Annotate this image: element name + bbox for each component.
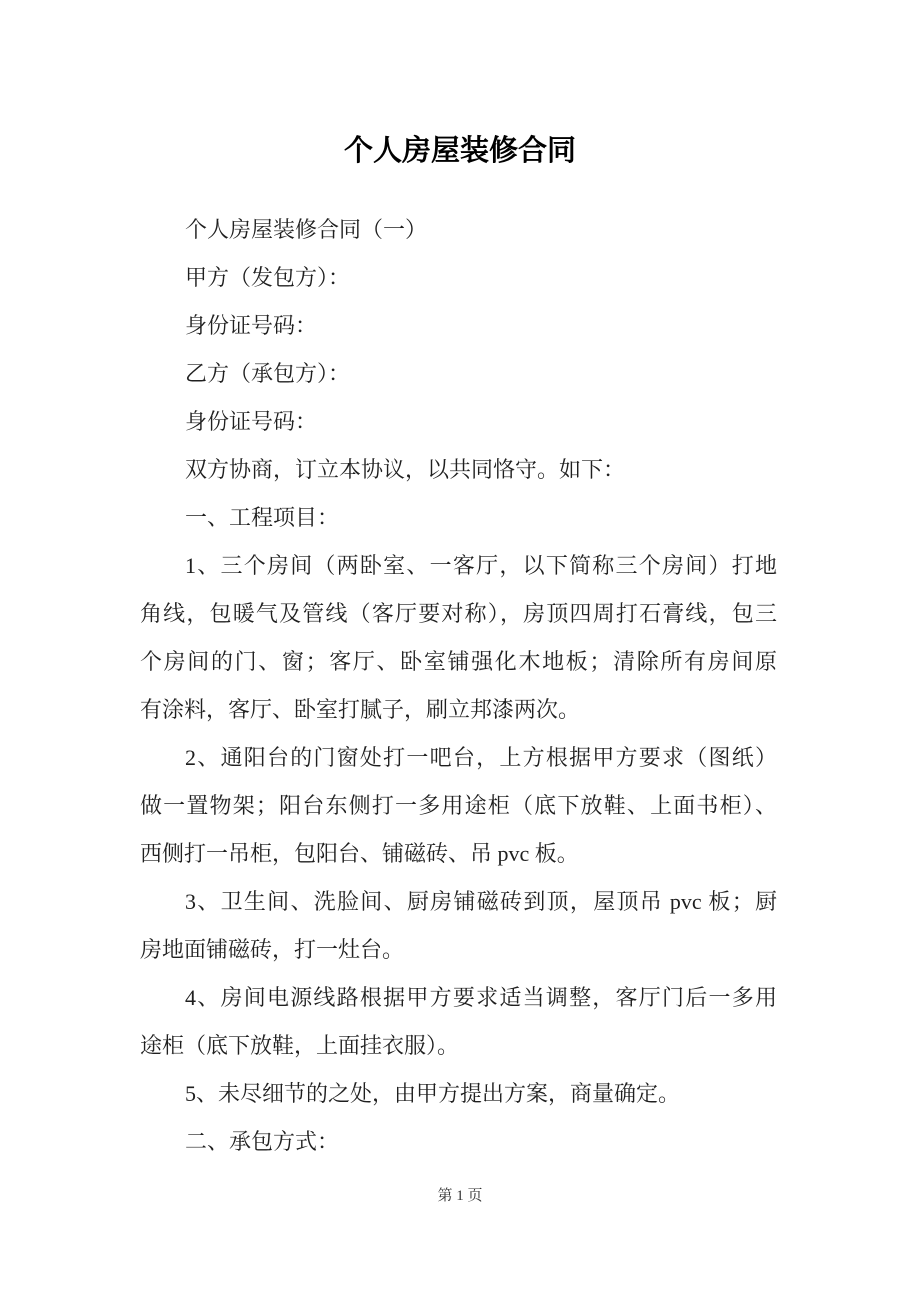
text-line: 5、未尽细节的之处，由甲方提出方案，商量确定。 [185,1081,681,1106]
text-line: 角线，包暖气及管线（客厅要对称），房顶四周打石膏线，包三 [140,601,777,626]
text-line: 甲方（发包方）： [185,265,351,290]
text-line: 个房间的门、窗；客厅、卧室铺强化木地板；清除所有房间原 [140,649,777,674]
text-line: 1、三个房间（两卧室、一客厅，以下简称三个房间）打地 [185,553,777,578]
text-line: 2、通阳台的门窗处打一吧台，上方根据甲方要求（图纸） [185,745,777,770]
text-line: 西侧打一吊柜，包阳台、铺磁砖、吊 pvc 板。 [140,841,579,866]
text-line: 双方协商，订立本协议，以共同恪守。如下： [185,457,626,482]
text-line: 个人房屋装修合同（一） [185,217,428,242]
text-line: 途柜（底下放鞋，上面挂衣服）。 [140,1033,460,1058]
text-line: 4、房间电源线路根据甲方要求适当调整，客厅门后一多用 [185,985,777,1010]
text-line: 身份证号码： [185,409,318,434]
text-line: 房地面铺磁砖，打一灶台。 [140,937,405,962]
text-line: 3、卫生间、洗脸间、厨房铺磁砖到顶，屋顶吊 pvc 板；厨 [185,889,777,914]
document-body [140,206,777,1166]
page-number: 第 1 页 [437,1188,483,1204]
text-line: 二、承包方式： [185,1129,340,1154]
text-line: 乙方（承包方）： [185,361,351,386]
page-footer [0,1186,920,1206]
text-line: 做一置物架；阳台东侧打一多用途柜（底下放鞋、上面书柜）、 [140,793,777,818]
text-line: 一、工程项目： [185,505,340,530]
text-line: 身份证号码： [185,313,318,338]
document-title: 个人房屋装修合同 [343,135,576,167]
text-line: 有涂料，客厅、卧室打腻子，刷立邦漆两次。 [140,697,581,722]
